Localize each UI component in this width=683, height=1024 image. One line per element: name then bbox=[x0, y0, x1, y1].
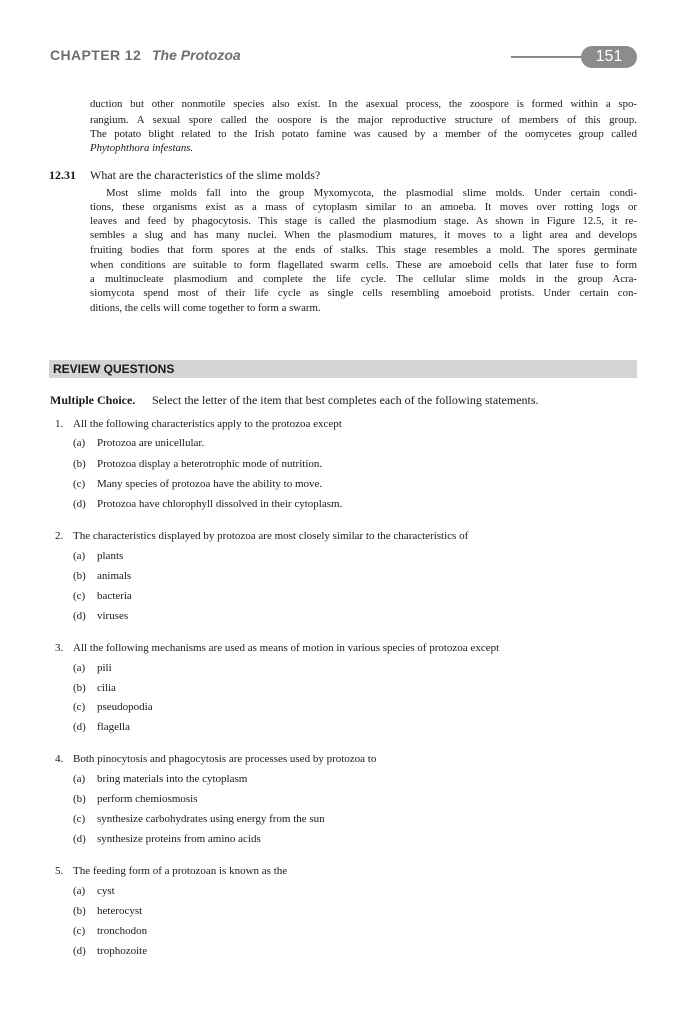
option-text: plants bbox=[97, 550, 124, 562]
option-text: Protozoa have chlorophyll dissolved in their cytoplasm. bbox=[97, 498, 343, 510]
option-text: flagella bbox=[97, 721, 130, 733]
option-text: viruses bbox=[97, 610, 129, 622]
continuation-line: rangium. A sexual spore called the oospore is the major reproductive structure of members of this group. bbox=[90, 114, 637, 126]
question-number: 1. bbox=[55, 418, 64, 430]
answer-line: siomycota spend most of their life cycle as single cells resembling amoeboid protists. Under certain con- bbox=[90, 287, 637, 299]
page-number-badge: 151 bbox=[581, 46, 637, 68]
option-text: animals bbox=[97, 570, 132, 582]
option-letter: (a) bbox=[73, 550, 86, 562]
question-text: What are the characteristics of the slime molds? bbox=[90, 168, 321, 182]
option-text: trophozoite bbox=[97, 945, 148, 957]
option-letter: (a) bbox=[73, 773, 86, 785]
option-text: heterocyst bbox=[97, 905, 143, 917]
option-text: synthesize carbohydrates using energy from the sun bbox=[97, 813, 325, 825]
option-letter: (d) bbox=[73, 945, 86, 957]
review-questions-bar bbox=[49, 360, 637, 378]
option-text: synthesize proteins from amino acids bbox=[97, 833, 261, 845]
question-stem: The feeding form of a protozoan is known as the bbox=[73, 865, 288, 877]
option-text: tronchodon bbox=[97, 925, 148, 937]
option-letter: (d) bbox=[73, 498, 86, 510]
answer-line: fruiting bodies that form spores at the ends of stalks. This stage resembles a mold. The spores germinate bbox=[90, 244, 637, 256]
answer-line: sembles a slug and has many nuclei. When the plasmodium matures, it moves to a light area and develops bbox=[90, 229, 637, 241]
option-letter: (a) bbox=[73, 885, 86, 897]
question-number: 2. bbox=[55, 530, 64, 542]
question-stem: The characteristics displayed by protozoa are most closely similar to the characteristics of bbox=[73, 530, 469, 542]
option-letter: (d) bbox=[73, 610, 86, 622]
option-letter: (c) bbox=[73, 478, 86, 490]
option-letter: (c) bbox=[73, 701, 86, 713]
option-text: cilia bbox=[97, 682, 116, 694]
option-text: bacteria bbox=[97, 590, 132, 602]
option-text: Protozoa display a heterotrophic mode of nutrition. bbox=[97, 458, 323, 470]
option-letter: (d) bbox=[73, 833, 86, 845]
option-letter: (c) bbox=[73, 925, 86, 937]
option-text: Protozoa are unicellular. bbox=[97, 437, 205, 449]
continuation-line: duction but other nonmotile species also exist. In the asexual process, the zoospore is formed within a spo- bbox=[90, 98, 637, 110]
answer-line: Most slime molds fall into the group Myxomycota, the plasmodial slime molds. Under certain condi- bbox=[106, 187, 637, 199]
option-letter: (b) bbox=[73, 570, 86, 582]
review-questions-title: REVIEW QUESTIONS bbox=[53, 362, 175, 376]
answer-line: a multinucleate plasmodium and complete the life cycle. The cellular slime molds in the group Acra- bbox=[90, 273, 637, 285]
option-text: cyst bbox=[97, 885, 115, 897]
question-number: 5. bbox=[55, 865, 64, 877]
question-number: 12.31 bbox=[49, 168, 76, 182]
answer-line: leaves and feed by phagocytosis. This stage is called the plasmodium stage. As shown in Figure 12.5, it re- bbox=[90, 215, 637, 227]
question-stem: All the following mechanisms are used as means of motion in various species of protozoa except bbox=[73, 642, 500, 654]
option-text: Many species of protozoa have the ability to move. bbox=[97, 478, 323, 490]
option-letter: (a) bbox=[73, 662, 86, 674]
answer-line: ditions, the cells will come together to form a swarm. bbox=[90, 302, 321, 314]
option-letter: (b) bbox=[73, 905, 86, 917]
question-stem: Both pinocytosis and phagocytosis are processes used by protozoa to bbox=[73, 753, 377, 765]
question-stem: All the following characteristics apply to the protozoa except bbox=[73, 418, 342, 430]
continuation-line: The potato blight related to the Irish potato famine was caused by a member of the oomycetes group called bbox=[90, 128, 637, 140]
multiple-choice-label: Multiple Choice. bbox=[50, 393, 136, 407]
chapter-title: The Protozoa bbox=[152, 47, 241, 63]
page-header bbox=[0, 0, 683, 80]
option-letter: (d) bbox=[73, 721, 86, 733]
option-text: pili bbox=[97, 662, 112, 674]
option-text: bring materials into the cytoplasm bbox=[97, 773, 248, 785]
option-letter: (a) bbox=[73, 437, 86, 449]
chapter-label: CHAPTER 12 bbox=[50, 47, 142, 63]
option-text: pseudopodia bbox=[97, 701, 153, 713]
option-text: perform chemiosmosis bbox=[97, 793, 198, 805]
answer-line: when conditions are suitable to form flagellated swarm cells. These are amoeboid cells that later fuse to form bbox=[90, 259, 637, 271]
multiple-choice-instructions: Select the letter of the item that best completes each of the following statements. bbox=[152, 393, 539, 407]
question-number: 3. bbox=[55, 642, 64, 654]
answer-line: tions, these organisms exist as a mass of cytoplasm similar to an amoeba. It moves over rotting logs or bbox=[90, 201, 637, 213]
option-letter: (b) bbox=[73, 793, 86, 805]
option-letter: (c) bbox=[73, 813, 86, 825]
option-letter: (c) bbox=[73, 590, 86, 602]
option-letter: (b) bbox=[73, 682, 86, 694]
question-number: 4. bbox=[55, 753, 64, 765]
option-letter: (b) bbox=[73, 458, 86, 470]
species-name: Phytophthora infestans. bbox=[90, 142, 194, 154]
